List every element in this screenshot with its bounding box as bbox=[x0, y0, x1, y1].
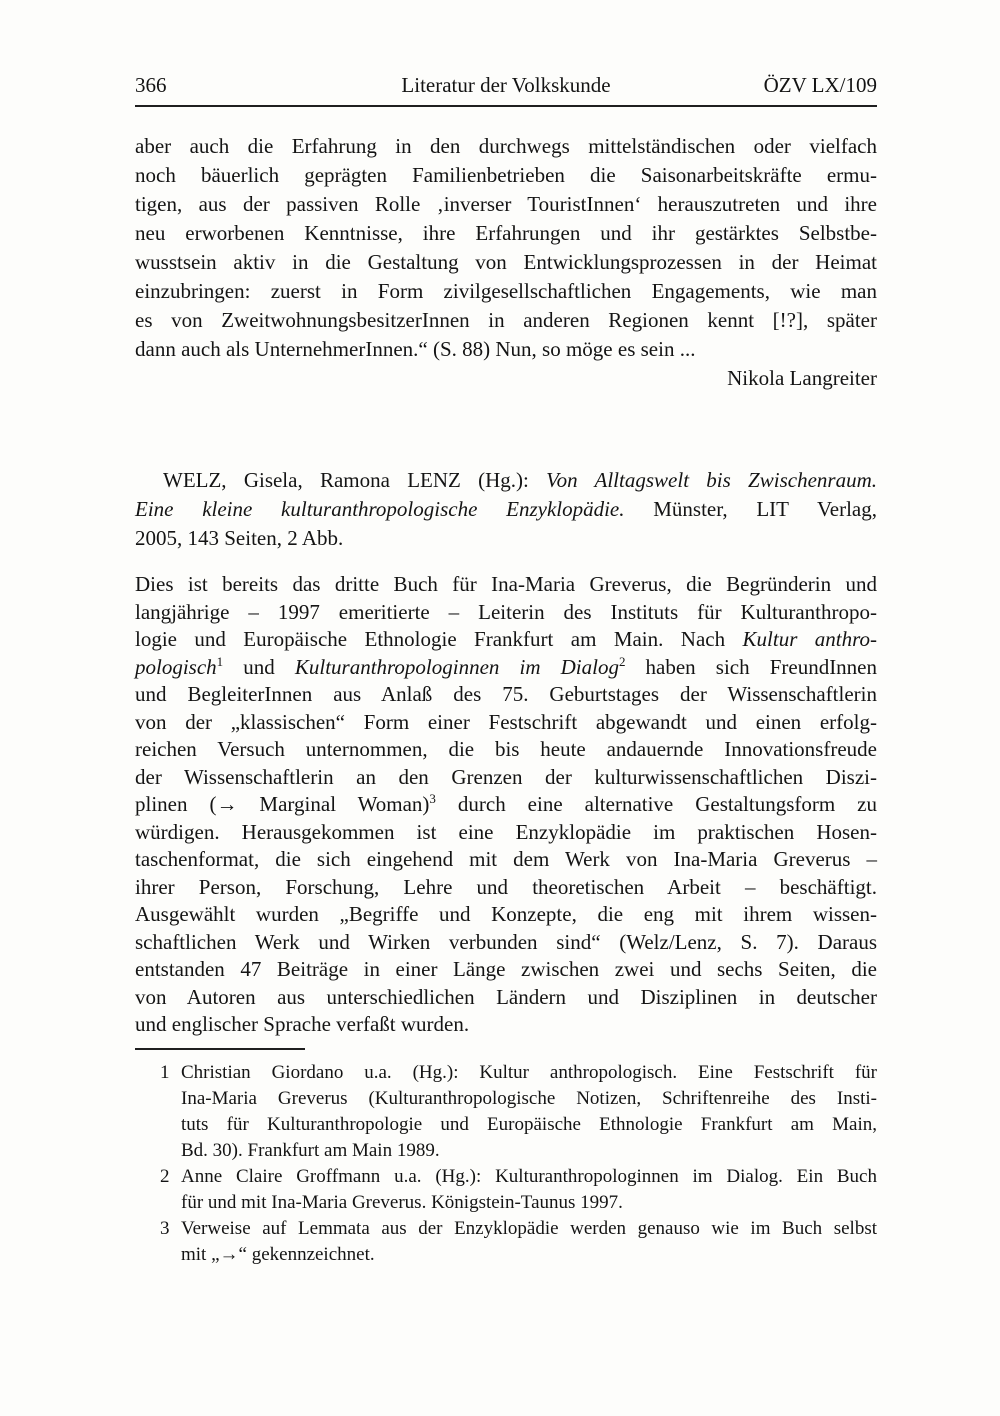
text-line: tigen, aus der passiven Rolle ‚inverser TouristInnen‘ herauszutreten und ihre bbox=[135, 192, 877, 216]
text-line: Anne Claire Groffmann u.a. (Hg.): Kulturanthropologinnen im Dialog. Ein Buch bbox=[181, 1165, 877, 1187]
text-line: dann auch als UnternehmerInnen.“ (S. 88) Nun, so möge es sein ... bbox=[135, 337, 696, 361]
review-continuation-paragraph bbox=[135, 132, 877, 364]
text-line: Verweise auf Lemmata aus der Enzyklopädie werden genauso wie im Buch selbst bbox=[181, 1217, 877, 1239]
text-line: schaftlichen Werk und Wirken verbunden sind“ (Welz/Lenz, S. 7). Daraus bbox=[135, 929, 877, 954]
review-body-paragraph bbox=[135, 571, 877, 1039]
text-line: von Autoren aus unterschiedlichen Ländern und Disziplinen in deutscher bbox=[135, 984, 877, 1009]
text-line: langjährige – 1997 emeritierte – Leiterin des Instituts für Kulturanthropo- bbox=[135, 599, 877, 624]
text-line: mit „→“ gekennzeichnet. bbox=[181, 1243, 375, 1265]
text-line: noch bäuerlich geprägten Familienbetrieben die Saisonarbeitskräfte ermu- bbox=[135, 163, 877, 187]
text-line: 2005, 143 Seiten, 2 Abb. bbox=[135, 526, 344, 550]
text-line: Ausgewählt wurden „Begriffe und Konzepte, die eng mit ihrem wissen- bbox=[135, 902, 877, 926]
footnote-number: 1 bbox=[160, 1061, 170, 1083]
text-line: und englischer Sprache verfaßt wurden. bbox=[135, 1012, 470, 1036]
text-line: ihrer Person, Forschung, Lehre und theoretischen Arbeit – beschäftigt. bbox=[135, 874, 877, 899]
text-line: es von ZweitwohnungsbesitzerInnen in anderen Regionen kennt [!?], später bbox=[135, 308, 877, 332]
footnote-rule bbox=[135, 1048, 305, 1050]
text-line: tuts für Kulturanthropologie und Europäische Ethnologie Frankfurt am Main, bbox=[181, 1113, 877, 1135]
text-line: wusstsein aktiv in die Gestaltung von Entwicklungsprozessen in der Heimat bbox=[135, 250, 877, 274]
text-line: von der „klassischen“ Form einer Festschrift abgewandt und einen erfolg- bbox=[135, 709, 877, 734]
footnote-3 bbox=[160, 1216, 877, 1268]
text-line: taschenformat, die sich eingehend mit dem Werk von Ina-Maria Greverus – bbox=[135, 847, 877, 871]
footnote-1 bbox=[160, 1060, 877, 1164]
book-reference bbox=[135, 466, 877, 553]
page-content bbox=[135, 0, 877, 1268]
text-line: logie und Europäische Ethnologie Frankfurt am Main. Nach Kultur anthro- bbox=[135, 627, 877, 651]
review-signature: Nikola Langreiter bbox=[727, 366, 877, 390]
footnotes-section bbox=[160, 1060, 877, 1268]
footnote-number: 2 bbox=[160, 1165, 170, 1187]
text-line: entstanden 47 Beiträge in einer Länge zwischen zwei und sechs Seiten, die bbox=[135, 957, 877, 981]
footnote-number: 3 bbox=[160, 1217, 170, 1239]
text-line: WELZ, Gisela, Ramona LENZ (Hg.): Von Alltagswelt bis Zwischenraum. bbox=[163, 468, 877, 492]
text-line: Dies ist bereits das dritte Buch für Ina-Maria Greverus, die Begründerin und bbox=[135, 572, 877, 596]
footnote-text bbox=[181, 1060, 877, 1164]
page-number: 366 bbox=[135, 73, 167, 97]
issue-number: ÖZV LX/109 bbox=[763, 73, 877, 97]
running-title: Literatur der Volkskunde bbox=[401, 73, 611, 97]
text-line: Christian Giordano u.a. (Hg.): Kultur anthropologisch. Eine Festschrift für bbox=[181, 1061, 877, 1083]
text-line: Ina-Maria Greverus (Kulturanthropologische Notizen, Schriftenreihe des Insti- bbox=[181, 1087, 877, 1109]
text-line: für und mit Ina-Maria Greverus. Königstein-Taunus 1997. bbox=[181, 1191, 623, 1213]
text-line: und BegleiterInnen aus Anlaß des 75. Geburtstages der Wissenschaftlerin bbox=[135, 682, 877, 706]
text-line: reichen Versuch unternommen, die bis heute andauernde Innovationsfreude bbox=[135, 737, 877, 761]
text-line: einzubringen: zuerst in Form zivilgesellschaftlichen Engagements, wie man bbox=[135, 279, 877, 303]
footnote-text bbox=[181, 1164, 877, 1216]
text-line: aber auch die Erfahrung in den durchwegs mittelständischen oder vielfach bbox=[135, 134, 877, 158]
text-line: plinen (→ Marginal Woman)$^3$ durch eine alternative Gestaltungsform zu bbox=[135, 791, 877, 816]
text-line: der Wissenschaftlerin an den Grenzen der kulturwissenschaftlichen Diszi- bbox=[135, 764, 877, 789]
footnote-text bbox=[181, 1216, 877, 1268]
header-rule bbox=[135, 105, 877, 107]
text-line: würdigen. Herausgekommen ist eine Enzyklopädie im praktischen Hosen- bbox=[135, 819, 877, 844]
text-line: pologisch$^1$ und Kulturanthropologinnen im Dialog$^2$ haben sich FreundInnen bbox=[135, 653, 878, 679]
text-line: Eine kleine kulturanthropologische Enzyklopädie. Münster, LIT Verlag, bbox=[135, 497, 877, 521]
footnote-2 bbox=[160, 1164, 877, 1216]
page-header bbox=[135, 0, 877, 98]
text-line: neu erworbenen Kenntnisse, ihre Erfahrungen und ihr gestärktes Selbstbe- bbox=[135, 221, 877, 245]
text-line: Bd. 30). Frankfurt am Main 1989. bbox=[181, 1139, 440, 1161]
